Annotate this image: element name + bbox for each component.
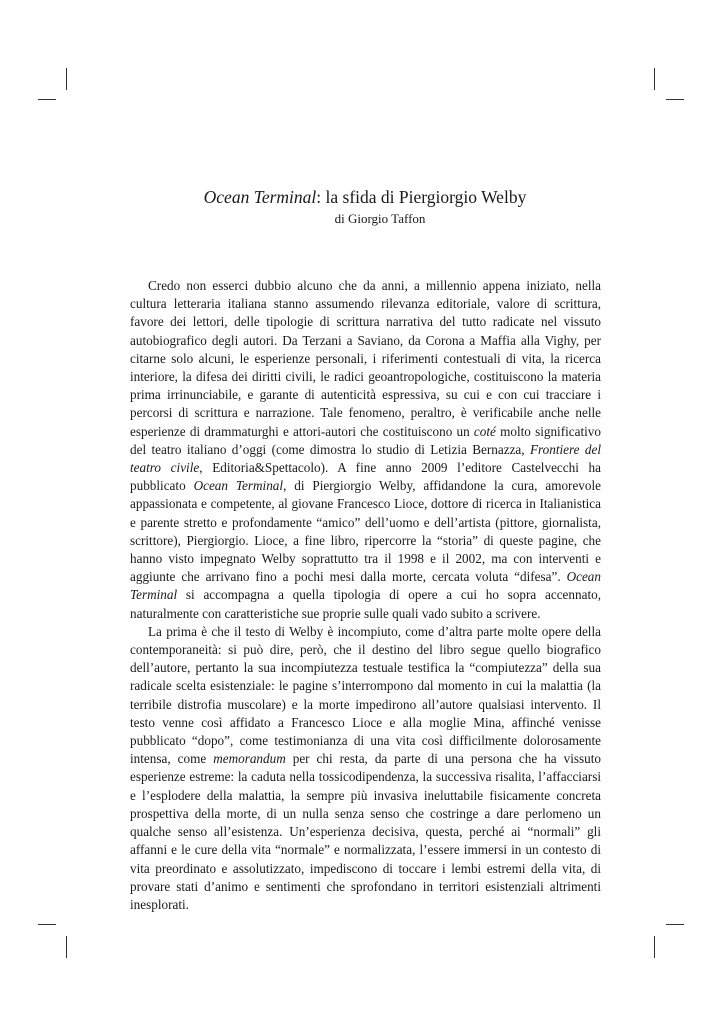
article-title-rest: : la sfida di Piergiorgio Welby bbox=[316, 187, 527, 207]
crop-mark-top-left-vertical bbox=[66, 68, 67, 90]
crop-mark-bottom-right-vertical bbox=[654, 936, 655, 958]
text-run: La prima è che il testo di Welby è incompiuto, come d’altra parte molte opere della contemporaneità: si può dire, però, che il destino del libro segue quello biografico dell’autore, pertanto la sua incompiutezza testuale testifica la “compiutezza” della sua radicale scelta esistenziale: le pagine s’interrompono dal momento in cui la malattia (la terribile distrofia muscolare) e la morte impedirono all’autore qualsiasi intervento. Il testo venne così affidato a Francesco Lioce e alla moglie Mina, affinché venisse pubblicato “dopo”, come testimonianza di una vita così difficilmente dolorosamente intensa, come bbox=[130, 623, 601, 767]
italic-text: memorandum bbox=[213, 751, 286, 767]
paragraph bbox=[130, 277, 601, 623]
article-header bbox=[130, 186, 600, 228]
italic-text: Frontiere del teatro civile bbox=[130, 441, 601, 476]
crop-mark-top-right-horizontal bbox=[666, 99, 684, 100]
article-title-italic: Ocean Terminal bbox=[203, 187, 317, 207]
italic-text: Ocean Terminal bbox=[193, 478, 284, 494]
article-title bbox=[130, 186, 600, 208]
crop-mark-bottom-right-horizontal bbox=[666, 924, 684, 925]
italic-text: Ocean Terminal bbox=[130, 569, 601, 603]
crop-mark-top-right-vertical bbox=[654, 68, 655, 90]
crop-mark-bottom-left-vertical bbox=[66, 936, 67, 958]
text-run: Credo non esserci dubbio alcuno che da anni, a millennio appena iniziato, nella cultura letteraria italiana stanno assumendo rilevanza editoriale, valore di scrittura, favore dei lettori, delle tipologie di scrittura narrativa del tutto radicate nel vissuto autobiografico degli autori. Da Terzani a Saviano, da Corona a Maffia alla Vighy, per citarne solo alcuni, le esperienze personali, i riferimenti contestuali di vita, la ricerca interiore, la difesa dei diritti civili, le radici geoantropologiche, costituiscono la materia prima irrinunciabile, e garante di autenticità espressiva, su cui e con cui tracciare i percorsi di scrittura e narrazione. Tale fenomeno, peraltro, è verificabile anche nelle esperienze di drammaturghi e attori-autori che costituiscono un bbox=[130, 278, 601, 439]
text-run: molto significativo del teatro italiano d’oggi (come dimostra lo studio di Letizia Bernazza, bbox=[130, 423, 601, 457]
crop-mark-bottom-left-horizontal bbox=[38, 924, 56, 925]
crop-mark-top-left-horizontal bbox=[38, 99, 56, 100]
paragraph bbox=[130, 623, 601, 914]
article-body bbox=[130, 277, 601, 914]
italic-text: coté bbox=[473, 423, 496, 439]
text-run: si accompagna a quella tipologia di opere a cui ho sopra accennato, naturalmente con caratteristiche sue proprie sulle quali vado subito a scrivere. bbox=[130, 587, 601, 621]
text-run: , Editoria&Spettacolo). A fine anno 2009 l’editore Castelvecchi ha pubblicato bbox=[130, 460, 601, 494]
article-author: di Giorgio Taffon bbox=[334, 211, 426, 226]
text-run: , di Piergiorgio Welby, affidandone la cura, amorevole appassionata e competente, al giovane Francesco Lioce, dottore di ricerca in Italianistica e parente stretto e profondamente “amico” dell’uomo e dell’artista (pittore, giornalista, scrittore), Piergiorgio. Lioce, a fine libro, ripercorre la “storia” di queste pagine, che hanno visto impegnato Welby soprattutto tra il 1998 e il 2002, ma con interventi e aggiunte che arrivano fino a pochi mesi dalla morte, cercata voluta “difesa”. bbox=[130, 478, 602, 585]
text-run: per chi resta, da parte di una persona che ha vissuto esperienze estreme: la caduta nella tossicodipendenza, la successiva risalita, l’affacciarsi e l’esplodere della malattia, la sempre più invasiva ineluttabile fisicamente concreta prospettiva della morte, di un nulla senza senso che costringe a dare perlomeno un qualche senso all’esistenza. Un’esperienza decisiva, questa, perché ai “normali” gli affanni e le cure della vita “normale” e normalizzata, l’essere immersi in un contesto di vita preordinato e assolutizzato, impediscono di toccare i lembi estremi della vita, di provare stati d’animo e sentimenti che sprofondano in territori esistenziali altrimenti inesplorati. bbox=[130, 751, 602, 912]
